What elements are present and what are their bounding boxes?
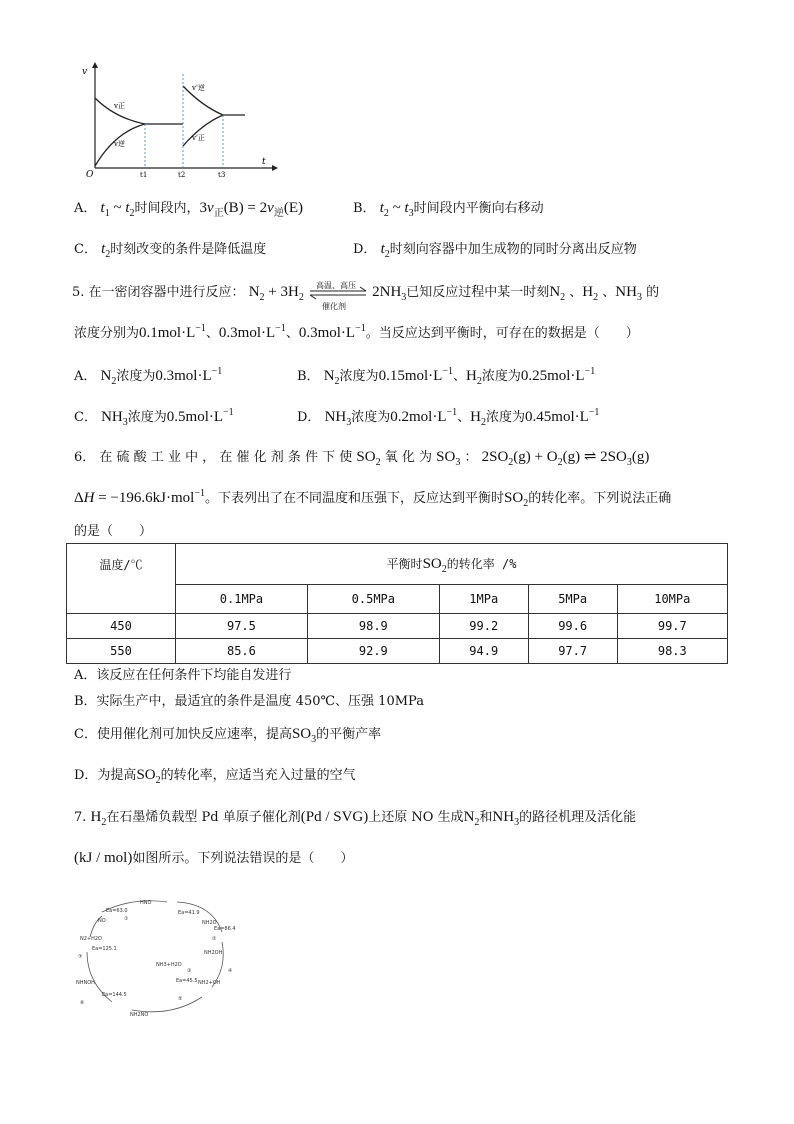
step-4: ④ bbox=[228, 968, 233, 974]
tick-t2: t2 bbox=[178, 171, 186, 178]
q4-option-c: C． $t_2$时刻改变的条件是降低温度 bbox=[74, 241, 267, 260]
q6-option-b: B．实际生产中，最适宜的条件是温度 450℃、压强 10MPa bbox=[74, 694, 424, 709]
cell-value: 94.9 bbox=[439, 639, 528, 664]
header-pressure: 0.1MPa bbox=[176, 585, 308, 614]
q5-option-d: D． $NH_3$浓度为$0.2mol\cdot L^{-1}$、$H_2$浓度为$0.45mol\cdot L^{-1}$ bbox=[297, 407, 600, 428]
header-pressure: 10MPa bbox=[617, 585, 727, 614]
q5-stem-line2: 浓度分别为$0.1mol\cdot L^{-1}$、$0.3mol\cdot L^{-1}$、$0.3mol\cdot L^{-1}$。当反应达到平衡时，可存在的数据是（ ） bbox=[74, 323, 639, 341]
q5-option-a: A． $N_2$浓度为$0.3mol\cdot L^{-1}$ bbox=[74, 366, 223, 387]
reaction-mechanism-diagram bbox=[72, 892, 272, 1022]
q5-stem-line1: 5. 在一密闭容器中进行反应： $N_2 + 3H_2$ 高温、高压 催化剂 $2NH_3$已知反应过程中某一时刻$N_2$ 、$H_2$ 、$NH_3$ 的 bbox=[72, 280, 660, 311]
origin-label: O bbox=[86, 170, 94, 178]
label-v-forward-prime: v'逆 bbox=[192, 84, 205, 92]
cell-value: 98.9 bbox=[307, 614, 439, 639]
cell-temp: 550 bbox=[67, 639, 176, 664]
cell-value: 99.6 bbox=[528, 614, 617, 639]
step-2: ② bbox=[212, 936, 217, 942]
conversion-table bbox=[66, 543, 728, 664]
species-nhnoh: NHNOH bbox=[76, 980, 95, 986]
q6-stem-line1: 6． 在 硫 酸 工 业 中 ， 在 催 化 剂 条 件 下 使 $SO_2$ 氧 化 为 $SO_3$ ： $2SO_2(g) + O_2(g)$ ⇌ $2SO_3(g)$ bbox=[74, 449, 650, 468]
step-5: ⑤ bbox=[178, 996, 183, 1002]
energy-3: Ea=86.4 bbox=[214, 926, 236, 932]
cell-value: 99.7 bbox=[617, 614, 727, 639]
cell-value: 99.2 bbox=[439, 614, 528, 639]
tick-t1: t1 bbox=[140, 171, 148, 178]
cell-value: 92.9 bbox=[307, 639, 439, 664]
species-nh2no: NH2NO bbox=[130, 1012, 149, 1018]
species-hno: HNO bbox=[140, 900, 152, 906]
energy-1: Ea=63.0 bbox=[106, 908, 128, 914]
step-7: ⑦ bbox=[78, 954, 83, 960]
cell-value: 98.3 bbox=[617, 639, 727, 664]
cell-value: 85.6 bbox=[176, 639, 308, 664]
q4-option-b: B． $t_2$ ~ $t_3$时间段内平衡向右移动 bbox=[353, 200, 544, 219]
header-pressure: 5MPa bbox=[528, 585, 617, 614]
q4-option-a: A． $t_1$ ~ $t_2$时间段内，$3v_正(B) = 2v_逆(E)$ bbox=[74, 200, 303, 219]
q4-option-d: D． $t_2$时刻向容器中加生成物的同时分离出反应物 bbox=[353, 241, 637, 260]
energy-5: Ea=144.5 bbox=[102, 992, 127, 998]
step-6: ⑥ bbox=[80, 1000, 85, 1006]
species-n2-h2o: N2+H2O bbox=[80, 936, 102, 942]
table-row bbox=[67, 639, 728, 664]
table-row bbox=[67, 614, 728, 639]
q6-option-a: A．该反应在任何条件下均能自发进行 bbox=[74, 668, 292, 683]
rate-time-graph bbox=[80, 60, 280, 178]
cell-value: 97.7 bbox=[528, 639, 617, 664]
header-pressure: 1MPa bbox=[439, 585, 528, 614]
label-v-forward: v正 bbox=[114, 102, 125, 110]
q5-option-c: C． $NH_3$浓度为$0.5mol\cdot L^{-1}$ bbox=[74, 407, 234, 428]
species-nh2oh: NH2OH bbox=[204, 950, 223, 956]
label-v-reverse: v逆 bbox=[114, 140, 125, 148]
species-nh2-oh: NH2+OH bbox=[198, 980, 221, 986]
label-v-reverse-prime: v'正 bbox=[192, 134, 205, 142]
q5-option-b: B． $N_2$浓度为$0.15mol\cdot L^{-1}$、$H_2$浓度为$0.25mol\cdot L^{-1}$ bbox=[297, 366, 596, 387]
energy-6: Ea=125.1 bbox=[92, 946, 117, 952]
x-axis-label: t bbox=[262, 157, 266, 167]
species-nh3-h2o: NH3+H2O bbox=[156, 962, 182, 968]
q6-stem-line2: ΔH = −196.6kJ·mol$^{-1}$。下表列出了在不同温度和压强下，反应达到平衡时$SO_2$的转化率。下列说法正确 bbox=[74, 488, 672, 509]
species-no: NO bbox=[98, 918, 106, 924]
species-nh2o: NH2O bbox=[202, 920, 217, 926]
cell-temp: 450 bbox=[67, 614, 176, 639]
cell-value: 97.5 bbox=[176, 614, 308, 639]
step-1: ① bbox=[124, 916, 129, 922]
reversible-arrow: 高温、高压 催化剂 bbox=[308, 284, 368, 302]
header-temperature: 温度/℃ bbox=[67, 544, 176, 614]
q7-stem-line1: 7. $H_2$在石墨烯负载型 Pd 单原子催化剂(Pd / SVG)上还原 NO 生成$N_2$和$NH_3$的路径机理及活化能 bbox=[74, 809, 637, 828]
energy-4: Ea=45.5 bbox=[176, 978, 198, 984]
tick-t3: t3 bbox=[218, 171, 226, 178]
step-3: ③ bbox=[187, 968, 192, 974]
q7-stem-line2: (kJ / mol)如图所示。下列说法错误的是（ ） bbox=[74, 850, 354, 866]
y-axis-label: v bbox=[82, 67, 88, 77]
header-pressure: 0.5MPa bbox=[307, 585, 439, 614]
q6-stem-line3: 的是（ ） bbox=[74, 524, 153, 539]
q6-option-d: D．为提高$SO_2$的转化率，应适当充入过量的空气 bbox=[74, 767, 356, 786]
header-conversion: 平衡时$SO_2$的转化率 /% bbox=[176, 544, 728, 585]
q6-option-c: C．使用催化剂可加快反应速率，提高$SO_3$的平衡产率 bbox=[74, 726, 382, 745]
energy-2: Ea=41.9 bbox=[178, 910, 200, 916]
